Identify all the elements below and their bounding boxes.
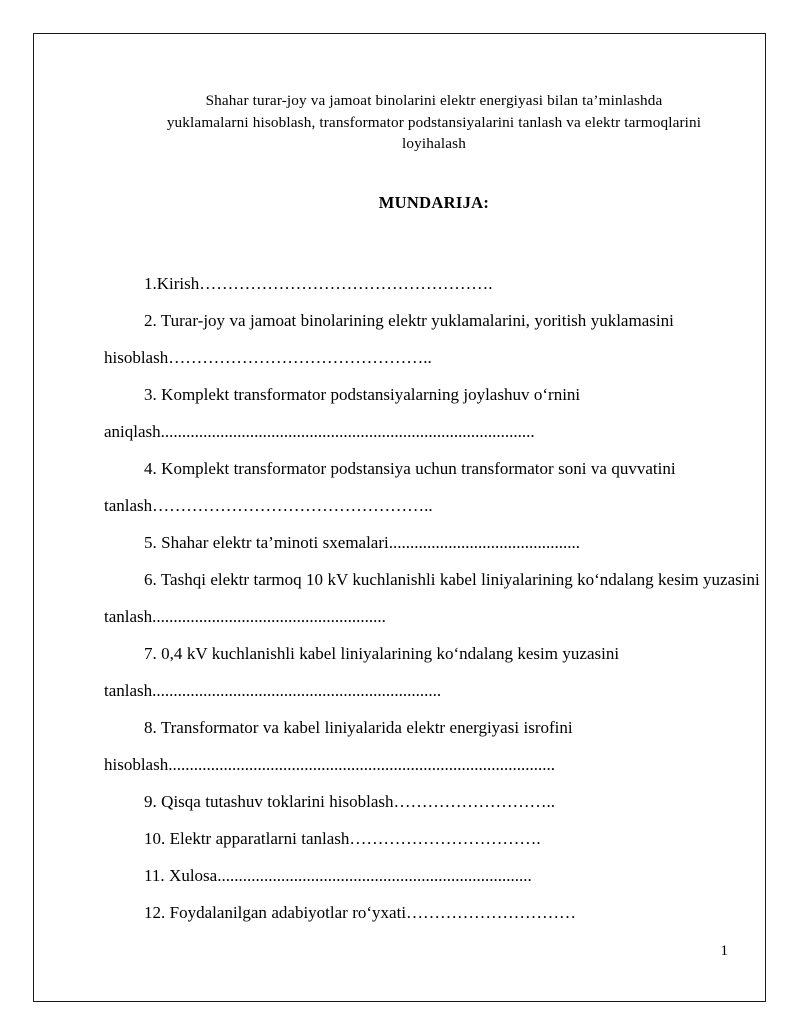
document-title-line-3: loyihalash <box>402 135 466 152</box>
toc-entry-10: 10. Elektr apparatlarni tanlash……………………………. <box>144 828 541 848</box>
toc-entry-12: 12. Foydalanilgan adabiyotlar roʻyxati………………………… <box>144 902 577 922</box>
page-border-frame <box>33 33 766 1002</box>
toc-heading: MUNDARIJA: <box>378 192 490 212</box>
toc-entry-8: 8. Transformator va kabel liniyalarida elektr energiyasi isrofini hisoblash........................................................................................... <box>104 717 573 774</box>
toc-entry-7: 7. 0,4 kV kuchlanishli kabel liniyalarining koʻndalang kesim yuzasini tanlash.................................................................... <box>104 643 620 700</box>
toc-entry-11: 11. Xulosa.......................................................................... <box>144 865 532 885</box>
toc-entry-5: 5. Shahar elektr ta’minoti sxemalari............................................. <box>144 532 580 552</box>
document-title-line-2: yuklamalarni hisoblash, transformator podstansiyalarini tanlash va elektr tarmoqlarini <box>166 113 702 131</box>
document-title <box>120 90 748 155</box>
toc-entry-1: 1.Kirish……………………………………………. <box>144 273 493 293</box>
page-number: 1 <box>720 943 728 959</box>
toc-entry-2: 2. Turar-joy va jamoat binolarining elektr yuklamalarini, yoritish yuklamasini hisoblash……………………………………….. <box>104 310 674 367</box>
toc-list <box>104 265 764 931</box>
toc-entry-4: 4. Komplekt transformator podstansiya uchun transformator soni va quvvatini tanlash………………………………………….. <box>104 458 676 515</box>
document-title-line-1: Shahar turar-joy va jamoat binolarini elektr energiyasi bilan ta’minlashda <box>205 92 663 109</box>
toc-entry-3: 3. Komplekt transformator podstansiyalarning joylashuv oʻrnini aniqlash........................................................................................ <box>104 384 581 441</box>
toc-entry-6: 6. Tashqi elektr tarmoq 10 kV kuchlanishli kabel liniyalarining koʻndalang kesim yuzasini tanlash....................................................... <box>104 569 760 626</box>
page-content <box>104 90 764 931</box>
toc-entry-9: 9. Qisqa tutashuv toklarini hisoblash……………………….. <box>144 791 556 811</box>
